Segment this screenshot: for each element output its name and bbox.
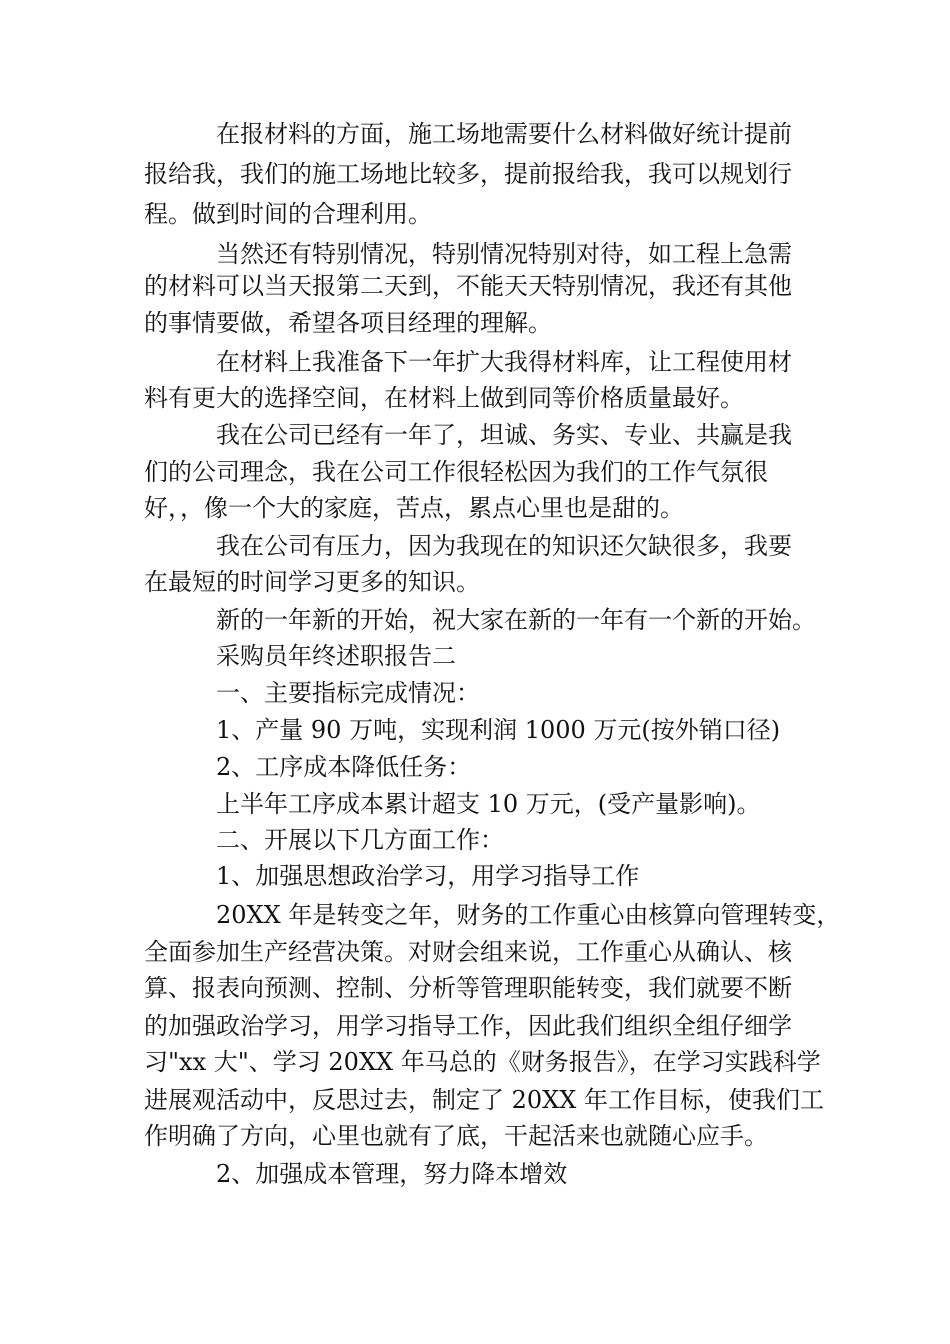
text-line: 全面参加生产经营决策。对财会组来说，工作重心从确认、核 bbox=[144, 938, 792, 966]
text-line: 作明确了方向，心里也就有了底，干起活来也就随心应手。 bbox=[144, 1122, 768, 1150]
text-line: 进展观活动中，反思过去，制定了 20XX 年工作目标，使我们工 bbox=[144, 1086, 824, 1114]
text-line: 好，，像一个大的家庭，苦点，累点心里也是甜的。 bbox=[144, 494, 684, 522]
text-line: 算、报表向预测、控制、分析等管理职能转变，我们就要不断 bbox=[144, 974, 792, 1002]
text-line: 2、加强成本管理，努力降本增效 bbox=[216, 1160, 568, 1188]
text-line: 二、开展以下几方面工作： bbox=[216, 826, 504, 854]
text-line: 的事情要做，希望各项目经理的理解。 bbox=[144, 309, 552, 337]
text-line: 报给我，我们的施工场地比较多，提前报给我，我可以规划行 bbox=[144, 160, 792, 188]
section-heading: 采购员年终述职报告二 bbox=[216, 642, 456, 670]
text-line: 在材料上我准备下一年扩大我得材料库，让工程使用材 bbox=[216, 348, 792, 376]
text-line: 们的公司理念，我在公司工作很轻松因为我们的工作气氛很 bbox=[144, 458, 768, 486]
text-line: 我在公司已经有一年了，坦诚、务实、专业、共赢是我 bbox=[216, 421, 792, 449]
text-line: 料有更大的选择空间，在材料上做到同等价格质量最好。 bbox=[144, 384, 744, 412]
text-line: 上半年工序成本累计超支 10 万元，(受产量影响)。 bbox=[216, 790, 761, 818]
text-line: 1、加强思想政治学习，用学习指导工作 bbox=[216, 862, 640, 890]
text-line: 1、产量 90 万吨，实现利润 1000 万元(按外销口径) bbox=[216, 716, 781, 744]
text-line: 的加强政治学习，用学习指导工作，因此我们组织全组仔细学 bbox=[144, 1012, 792, 1040]
text-line: 在报材料的方面，施工场地需要什么材料做好统计提前 bbox=[216, 120, 792, 148]
text-line: 当然还有特别情况，特别情况特别对待，如工程上急需 bbox=[216, 240, 792, 268]
text-line: 程。做到时间的合理利用。 bbox=[144, 200, 432, 228]
text-line: 习"xx 大"、学习 20XX 年马总的《财务报告》，在学习实践科学 bbox=[144, 1048, 821, 1076]
text-line: 我在公司有压力，因为我现在的知识还欠缺很多，我要 bbox=[216, 532, 792, 560]
text-line: 20XX 年是转变之年，财务的工作重心由核算向管理转变， bbox=[216, 901, 841, 929]
text-line: 一、主要指标完成情况： bbox=[216, 679, 480, 707]
text-line: 在最短的时间学习更多的知识。 bbox=[144, 568, 480, 596]
text-line: 新的一年新的开始，祝大家在新的一年有一个新的开始。 bbox=[216, 606, 816, 634]
text-line: 的材料可以当天报第二天到，不能天天特别情况，我还有其他 bbox=[144, 272, 792, 300]
text-line: 2、工序成本降低任务： bbox=[216, 753, 472, 781]
